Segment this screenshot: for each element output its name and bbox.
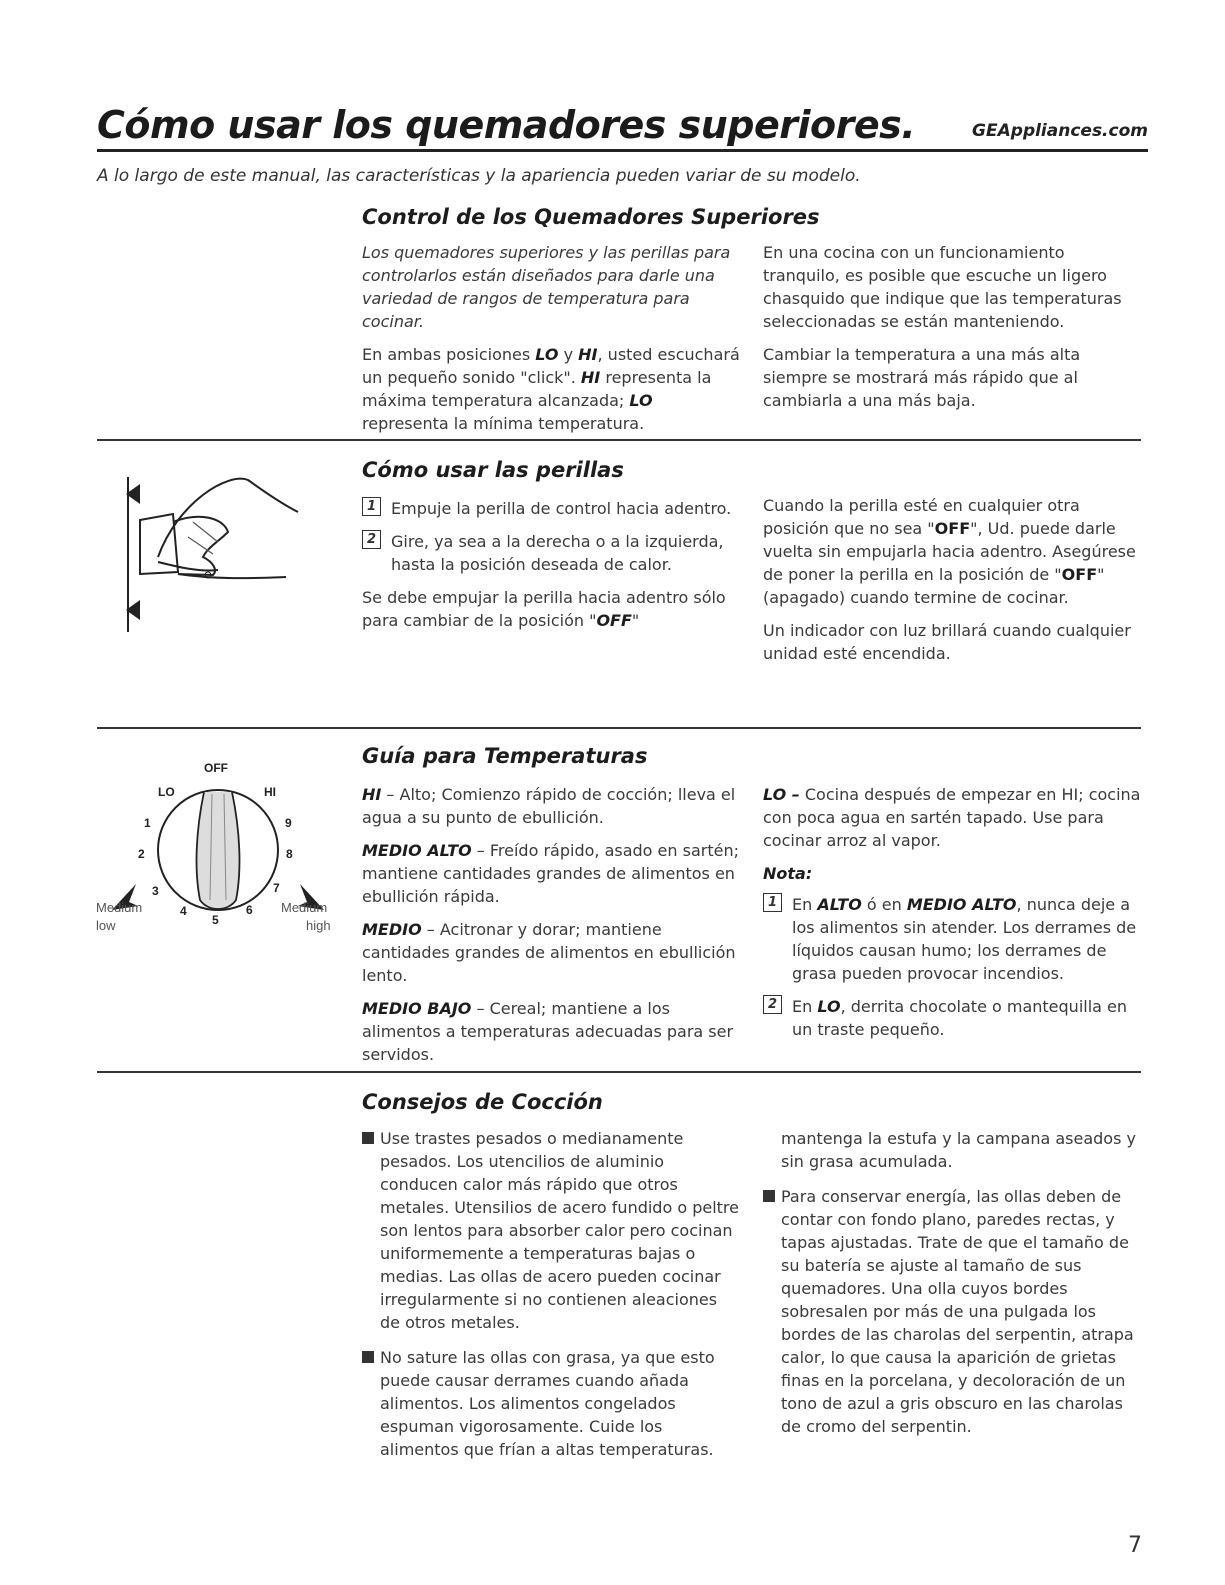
note-number-2: 2 [763, 995, 782, 1014]
push-only-note: Se debe empujar la perilla hacia adentro sólo para cambiar de la posición "OFF" [362, 588, 726, 630]
knob-label-5: 5 [212, 913, 219, 927]
medium-low-label-2: low [96, 918, 116, 933]
knob-step-2: 2 Gire, ya sea a la derecha o a la izquierda, hasta la posición deseada de calor. [362, 530, 742, 576]
knob-step-1: 1 Empuje la perilla de control hacia adentro. [362, 497, 742, 520]
step-number-1: 1 [362, 497, 381, 516]
knob-grip [197, 792, 240, 909]
knob-label-9: 9 [285, 816, 292, 830]
knob-label-lo: LO [158, 785, 175, 799]
nota-label: Nota: [763, 864, 813, 883]
section4-right-column [763, 1127, 1143, 1450]
section1-temperature-change-paragraph: Cambiar la temperatura a una más alta siempre se mostrará más rápido que al cambiarla a una más baja. [763, 345, 1081, 410]
section-divider-3 [97, 1071, 1141, 1073]
section2-right-column [763, 494, 1143, 675]
section1-right-column [763, 241, 1133, 422]
off-position-paragraph: Cuando la perilla esté en cualquier otra posición que no sea "OFF", Ud. puede darle vuelta sin empujarla hacia adentro. Asegúrese de poner la perilla en la posición de "OFF" (apagado) cuando termine de cocinar. [763, 496, 1136, 607]
knob-label-off: OFF [204, 761, 228, 775]
page-title: Cómo usar los quemadores superiores. [97, 103, 916, 147]
section-divider-2 [97, 727, 1141, 729]
section1-clicking-paragraph: En una cocina con un funcionamiento tranquilo, es posible que escuche un ligero chasquido que indique que las temperaturas seleccionadas se están manteniendo. [763, 243, 1122, 331]
step-number-2: 2 [362, 530, 381, 549]
bullet-icon [362, 1132, 374, 1144]
indicator-light-paragraph: Un indicador con luz brillará cuando cualquier unidad esté encendida. [763, 621, 1131, 663]
section-heading-cooking-tips: Consejos de Cocción [362, 1090, 603, 1114]
section3-left-column [362, 783, 740, 1076]
guide-medio-bajo: MEDIO BAJO – Cereal; mantiene a los alimentos a temperaturas adecuadas para ser servidos. [362, 999, 734, 1064]
section1-lo-hi-paragraph: En ambas posiciones LO y HI, usted escuchará un pequeño sonido "click". HI representa la máxima temperatura alcanzada; LO representa la mínima temperatura. [362, 345, 740, 433]
medium-low-label-1: Medium [96, 900, 143, 915]
knob-label-8: 8 [286, 847, 293, 861]
tip-bullet-2-continued: mantenga la estufa y la campana aseados y sin grasa acumulada. [781, 1129, 1136, 1171]
guide-hi: HI – Alto; Comienzo rápido de cocción; lleva el agua a su punto de ebullición. [362, 785, 736, 827]
website-url: GEAppliances.com [972, 121, 1148, 141]
knob-dial-diagram [96, 750, 346, 940]
knob-label-1: 1 [144, 816, 151, 830]
section-divider-1 [97, 439, 1141, 441]
bullet-icon [763, 1190, 775, 1202]
section-heading-knobs: Cómo usar las perillas [362, 458, 624, 482]
page-subtitle: A lo largo de este manual, las características y la apariencia pueden variar de su modelo. [97, 166, 861, 186]
tip-bullet-2: No sature las ollas con grasa, ya que esto puede causar derrames cuando añada alimentos. Los alimentos congelados espuman vigorosamente. Cuide los alimentos que frían a altas temperaturas. [362, 1346, 740, 1461]
note-2: 2 En LO, derrita chocolate o mantequilla en un traste pequeño. [763, 995, 1143, 1041]
section1-left-column [362, 241, 742, 445]
push-knob-illustration [118, 462, 308, 642]
section-heading-temperature-guide: Guía para Temperaturas [362, 744, 648, 768]
page-number: 7 [1128, 1533, 1142, 1558]
section2-left-column [362, 497, 742, 642]
bullet-icon [362, 1351, 374, 1363]
knob-label-hi: HI [264, 785, 276, 799]
header-rule [97, 149, 1148, 152]
guide-medio-alto: MEDIO ALTO – Freído rápido, asado en sartén; mantiene cantidades grandes de alimentos en ebullición rápida. [362, 841, 739, 906]
guide-medio: MEDIO – Acitronar y dorar; mantiene cantidades grandes de alimentos en ebullición lento. [362, 920, 736, 985]
knob-label-3: 3 [152, 884, 159, 898]
knob-label-6: 6 [246, 903, 253, 917]
section1-intro: Los quemadores superiores y las perillas para controlarlos están diseñados para darle una variedad de rangos de temperatura para cocinar. [362, 243, 731, 331]
section-heading-control: Control de los Quemadores Superiores [362, 205, 820, 229]
medium-high-label-1: Medium [281, 900, 328, 915]
knob-label-4: 4 [180, 904, 187, 918]
section4-left-column [362, 1127, 740, 1473]
guide-lo: LO – Cocina después de empezar en HI; cocina con poca agua en sartén tapado. Use para cocinar arroz al vapor. [763, 785, 1141, 850]
tip-bullet-3: Para conservar energía, las ollas deben de contar con fondo plano, paredes rectas, y tapas ajustadas. Trate de que el tamaño de su batería se ajuste al tamaño de sus quemadores. Una olla cuyos bordes sobresalen por más de una pulgada los bordes de las charolas del serpentin, atrapa calor, lo que causa la aparición de grietas finas en la porcelana, y decoloración de un tono de azul a gris obscuro en las charolas de cromo del serpentin. [763, 1185, 1143, 1438]
knob-label-2: 2 [138, 847, 145, 861]
section3-right-column [763, 783, 1143, 1051]
note-1: 1 En ALTO ó en MEDIO ALTO, nunca deje a los alimentos sin atender. Los derrames de líquidos causan humo; los derrames de grasa pueden provocar incendios. [763, 893, 1143, 985]
tip-bullet-1: Use trastes pesados o medianamente pesados. Los utencilios de aluminio conducen calor más rápido que otros metales. Utensilios de acero fundido o peltre son lentos para absorber calor pero cocinan uniformemente a temperaturas bajas o medias. Las ollas de acero pueden cocinar irregularmente si no contienen aleaciones de otros metales. [362, 1127, 740, 1334]
note-number-1: 1 [763, 893, 782, 912]
medium-high-label-2: high [306, 918, 331, 933]
knob-label-7: 7 [273, 881, 280, 895]
